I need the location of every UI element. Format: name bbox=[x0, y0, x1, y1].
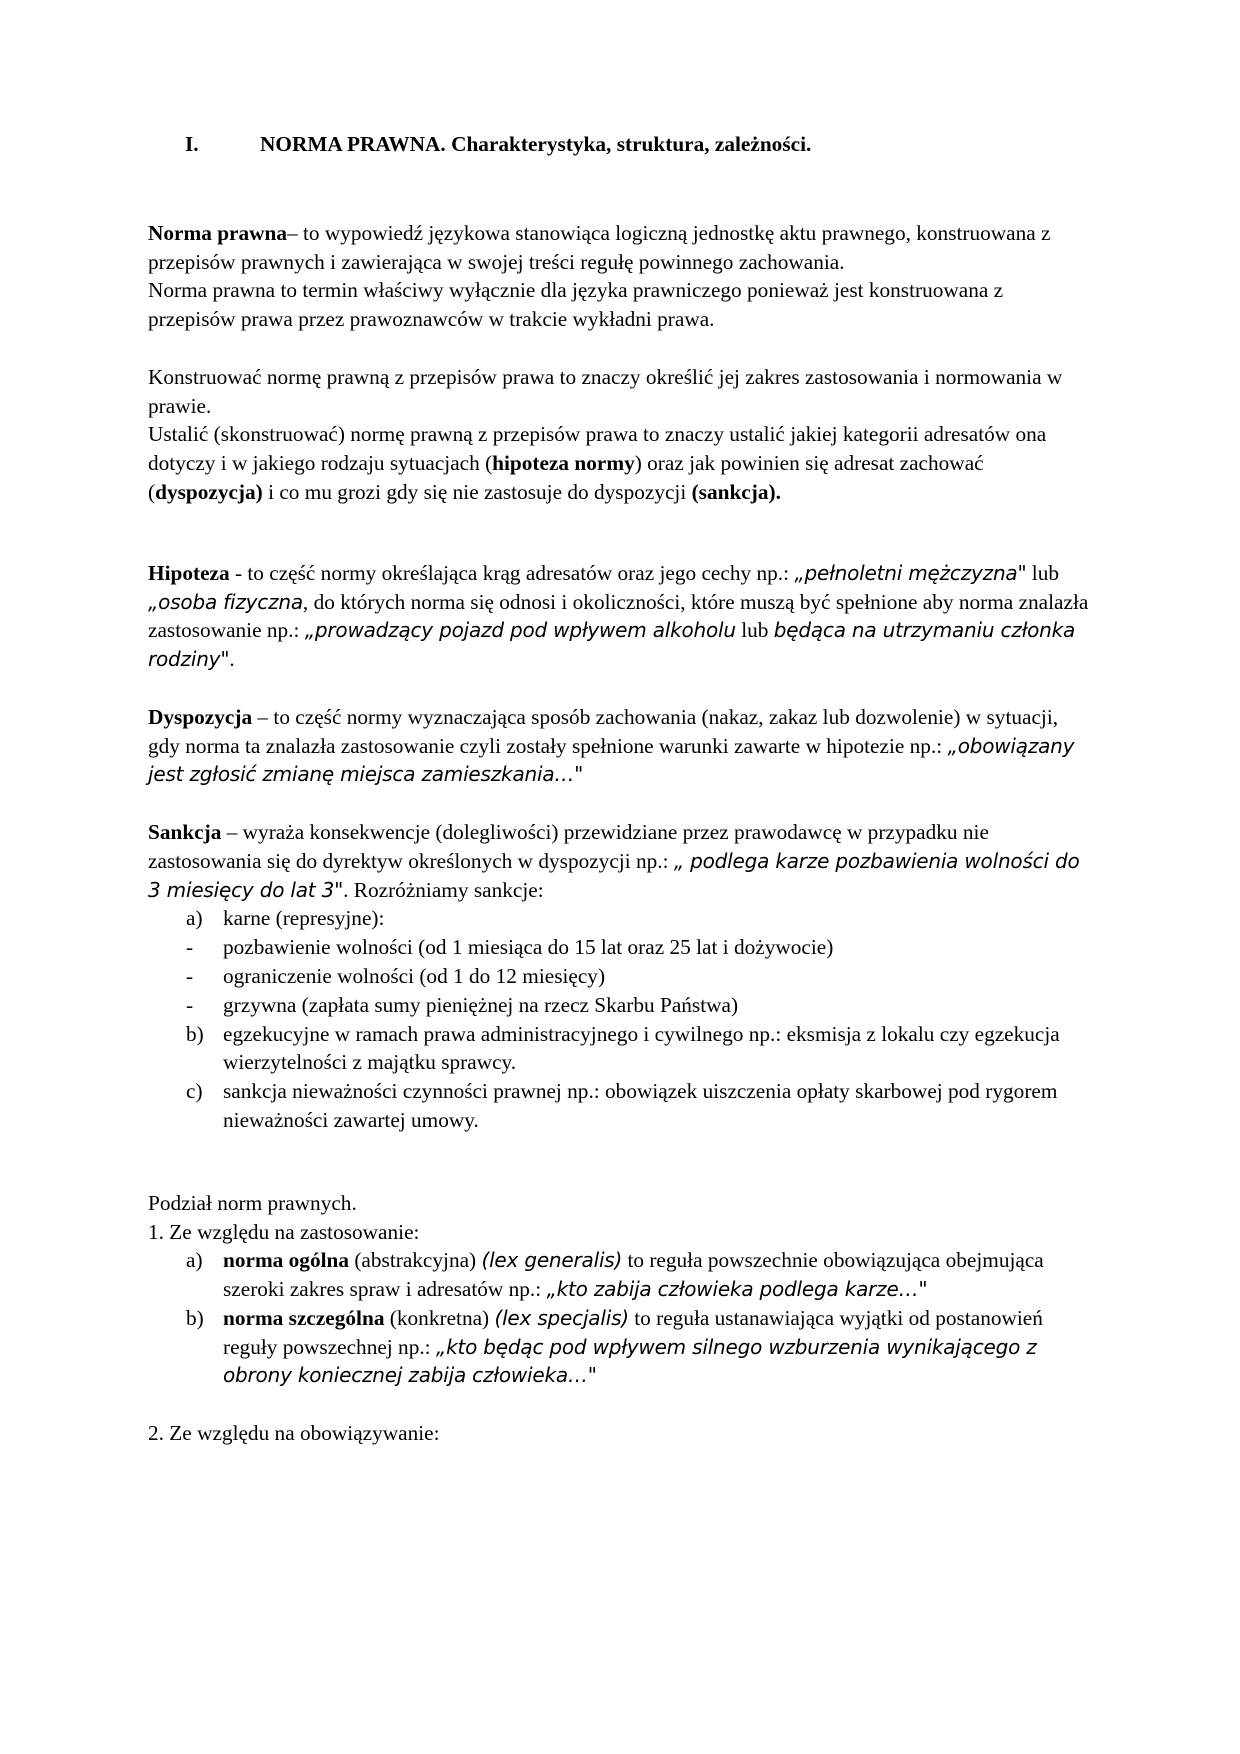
podzial-subsection-2: 2. Ze względu na obowiązywanie: bbox=[148, 1421, 440, 1446]
list-item bbox=[148, 1077, 1093, 1135]
podzial-subsection-1: 1. Ze względu na zastosowanie: bbox=[148, 1219, 420, 1244]
podzial-title: Podział norm prawnych. bbox=[148, 1190, 357, 1215]
list-text: ograniczenie wolności (od 1 do 12 miesięcy) bbox=[223, 963, 606, 988]
list-text: karne (represyjne): bbox=[223, 906, 385, 931]
list-item bbox=[148, 962, 1093, 991]
list-text: to reguła ustanawiająca wyjątki od postanowień reguły powszechnej np.: bbox=[223, 1305, 1043, 1359]
norma-ogolna-term: norma ogólna bbox=[223, 1248, 350, 1273]
list-marker: a) bbox=[186, 906, 203, 931]
construct-text-c: ) oraz jak powinien się adresat zachować ( bbox=[148, 451, 984, 504]
construct-text-d: i co mu grozi gdy się nie zastosuje do dyspozycji bbox=[262, 479, 692, 504]
norma-szczegolna-example: „kto będąc pod wpływem silnego wzburzenia wynikającego z obrony koniecznej zabija człowieka…" bbox=[223, 1334, 1037, 1388]
dyspozycja-term: Dyspozycja bbox=[148, 704, 253, 729]
hipoteza-example-1: „pełnoletni mężczyzna" bbox=[794, 560, 1027, 585]
hipoteza-text: , do których norma się odnosi i okoliczności, które muszą być spełnione aby norma znalazła zastosowanie np.: bbox=[148, 589, 1089, 643]
list-marker: b) bbox=[186, 1021, 204, 1046]
list-marker: a) bbox=[186, 1248, 203, 1273]
norma-ogolna-example: „kto zabija człowieka podlega karze…" bbox=[546, 1277, 928, 1302]
norma-szczegolna-term: norma szczególna bbox=[223, 1305, 385, 1330]
list-text: (konkretna) bbox=[384, 1305, 495, 1330]
list-item bbox=[148, 904, 1093, 933]
section-number: I. bbox=[185, 132, 199, 156]
list-marker: c) bbox=[186, 1079, 203, 1104]
section-title: NORMA PRAWNA. Charakterystyka, struktura, zależności. bbox=[260, 132, 812, 156]
hipoteza-text: . bbox=[229, 647, 235, 672]
sankcja-paragraph bbox=[148, 818, 1093, 904]
construct-paragraph-2 bbox=[148, 420, 1093, 506]
sankcja-text: . Rozróżniamy sankcje: bbox=[343, 877, 544, 902]
document-page bbox=[148, 130, 1093, 1448]
list-item bbox=[148, 1304, 1093, 1390]
section-heading bbox=[185, 130, 1093, 159]
construct-bold-hipoteza: hipoteza normy bbox=[492, 451, 635, 476]
list-item bbox=[148, 933, 1093, 962]
hipoteza-paragraph bbox=[148, 559, 1093, 674]
list-marker: - bbox=[186, 963, 194, 988]
definition-paragraph-2: Norma prawna to termin właściwy wyłącznie dla języka prawniczego ponieważ jest konstruowana z przepisów prawa przez prawoznawców w trakcie wykładni prawa. bbox=[148, 278, 1004, 332]
hipoteza-text: - to część normy określająca krąg adresatów oraz jego cechy np.: bbox=[229, 560, 795, 585]
hipoteza-example-4: będąca na utrzymaniu członka rodziny" bbox=[148, 618, 1076, 672]
construct-bold-dyspozycja: dyspozycja) bbox=[155, 479, 263, 504]
construct-paragraph-1: Konstruować normę prawną z przepisów prawa to znaczy określić jej zakres zastosowania i normowania w prawie. bbox=[148, 364, 1063, 418]
list-item bbox=[148, 991, 1093, 1020]
list-text: grzywna (zapłata sumy pieniężnej na rzecz Skarbu Państwa) bbox=[223, 992, 739, 1017]
sankcja-text: – wyraża konsekwencje (dolegliwości) przewidziane przez prawodawcę w przypadku nie zastosowania się do dyrektyw określonych w dyspozycji np.: bbox=[148, 819, 989, 873]
definition-term: Norma prawna bbox=[148, 220, 288, 245]
lex-generalis: (lex generalis) bbox=[481, 1248, 623, 1273]
list-marker: - bbox=[186, 935, 194, 960]
list-text: sankcja nieważności czynności prawnej np.: obowiązek uiszczenia opłaty skarbowej pod rygorem nieważności zawartej umowy. bbox=[223, 1079, 1058, 1132]
list-marker: b) bbox=[186, 1305, 204, 1330]
list-marker: - bbox=[186, 992, 194, 1017]
hipoteza-text: lub bbox=[1026, 560, 1060, 585]
hipoteza-term: Hipoteza bbox=[148, 560, 230, 585]
list-item bbox=[148, 1020, 1093, 1078]
dyspozycja-paragraph bbox=[148, 703, 1093, 789]
dyspozycja-text: – to część normy wyznaczająca sposób zachowania (nakaz, zakaz lub dozwolenie) w sytuacji, gdy norma ta znalazła zastosowanie czyli zostały spełnione warunki zawarte w hipotezie np.: bbox=[148, 704, 1059, 758]
dyspozycja-example: „obowiązany jest zgłosić zmianę miejsca zamieszkania…" bbox=[148, 733, 1075, 787]
construct-text-a: Ustalić (skonstruować) normę prawną z przepisów prawa to znaczy ustalić jakiej kategorii adresatów ona dotyczy i w jakiego rodzaju sytuacjach ( bbox=[148, 422, 1047, 476]
list-text: pozbawienie wolności (od 1 miesiąca do 15 lat oraz 25 lat i dożywocie) bbox=[223, 935, 834, 960]
construct-bold-sankcja: (sankcja). bbox=[691, 479, 781, 504]
hipoteza-text: lub bbox=[735, 618, 774, 643]
sankcja-list bbox=[148, 904, 1093, 1134]
hipoteza-example-3: „prowadzący pojazd pod wpływem alkoholu bbox=[304, 618, 736, 643]
list-text: to reguła powszechnie obowiązująca obejmująca szeroki zakres spraw i adresatów np.: bbox=[223, 1248, 1044, 1302]
podzial-list bbox=[148, 1246, 1093, 1390]
definition-text: – to wypowiedź językowa stanowiąca logiczną jednostkę aktu prawnego, konstruowana z przepisów prawnych i zawierająca w swojej treści regułę powinnego zachowania. bbox=[148, 220, 1051, 274]
lex-specjalis: (lex specjalis) bbox=[494, 1305, 629, 1330]
hipoteza-example-2: „osoba fizyczna bbox=[148, 589, 303, 614]
definition-paragraph bbox=[148, 219, 1093, 277]
list-text: (abstrakcyjna) bbox=[349, 1248, 482, 1273]
list-item bbox=[148, 1246, 1093, 1304]
list-text: egzekucyjne w ramach prawa administracyjnego i cywilnego np.: eksmisja z lokalu czy egzekucja wierzytelności z majątku sprawcy. bbox=[223, 1021, 1060, 1075]
sankcja-example: „ podlega karze pozbawienia wolności do 3 miesięcy do lat 3" bbox=[148, 848, 1080, 902]
sankcja-term: Sankcja bbox=[148, 819, 222, 844]
